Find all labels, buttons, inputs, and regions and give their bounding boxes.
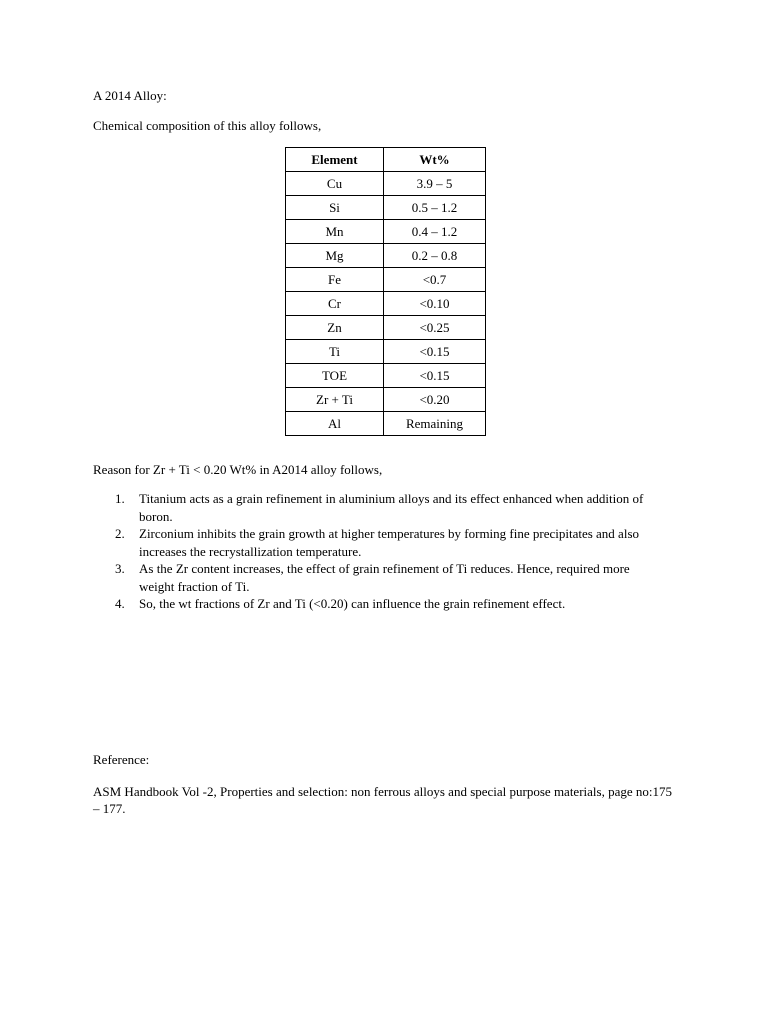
table-row [286,292,486,316]
list-item-text: So, the wt fractions of Zr and Ti (<0.20) can influence the grain refinement effect. [139,596,566,611]
element-cell: Zr + Ti [286,388,384,412]
list-item-text: Titanium acts as a grain refinement in aluminium alloys and its effect enhanced when addition of boron. [139,491,644,524]
intro-text: Chemical composition of this alloy follows, [93,118,322,133]
element-cell: Mn [286,220,384,244]
list-item [93,490,668,525]
element-cell: Zn [286,316,384,340]
element-cell: Mg [286,244,384,268]
table-row [286,196,486,220]
element-cell: Al [286,412,384,436]
wt-cell: <0.15 [384,340,486,364]
reason-heading: Reason for Zr + Ti < 0.20 Wt% in A2014 alloy follows, [93,462,383,477]
column-header-element: Element [286,148,384,172]
wt-cell: <0.7 [384,268,486,292]
table-header-row [286,148,486,172]
list-number: 1. [115,491,125,506]
wt-cell: <0.20 [384,388,486,412]
element-cell: Ti [286,340,384,364]
table-row [286,412,486,436]
list-item [93,560,668,595]
element-cell: Fe [286,268,384,292]
element-cell: Cr [286,292,384,316]
reference-text: ASM Handbook Vol -2, Properties and selection: non ferrous alloys and special purpose materials, page no:175 – 177. [93,784,672,816]
list-item [93,595,668,613]
wt-cell: Remaining [384,412,486,436]
table-row [286,244,486,268]
wt-cell: 0.2 – 0.8 [384,244,486,268]
list-item-text: As the Zr content increases, the effect of grain refinement of Ti reduces. Hence, required more weight fraction of Ti. [139,561,630,594]
wt-cell: <0.25 [384,316,486,340]
wt-cell: <0.10 [384,292,486,316]
reference-heading: Reference: [93,752,150,767]
list-number: 3. [115,561,125,576]
table-row [286,172,486,196]
list-item [93,525,668,560]
table-row [286,388,486,412]
element-cell: Cu [286,172,384,196]
document-title: A 2014 Alloy: [93,88,167,103]
element-cell: Si [286,196,384,220]
reasons-list [93,490,668,613]
composition-table [285,147,486,436]
table-row [286,220,486,244]
wt-cell: <0.15 [384,364,486,388]
list-item-text: Zirconium inhibits the grain growth at higher temperatures by forming fine precipitates and also increases the recrystallization temperature. [139,526,639,559]
list-number: 4. [115,596,125,611]
wt-cell: 3.9 – 5 [384,172,486,196]
wt-cell: 0.4 – 1.2 [384,220,486,244]
table-row [286,316,486,340]
element-cell: TOE [286,364,384,388]
table-row [286,340,486,364]
table-row [286,364,486,388]
list-number: 2. [115,526,125,541]
table-row [286,268,486,292]
wt-cell: 0.5 – 1.2 [384,196,486,220]
column-header-wt: Wt% [384,148,486,172]
